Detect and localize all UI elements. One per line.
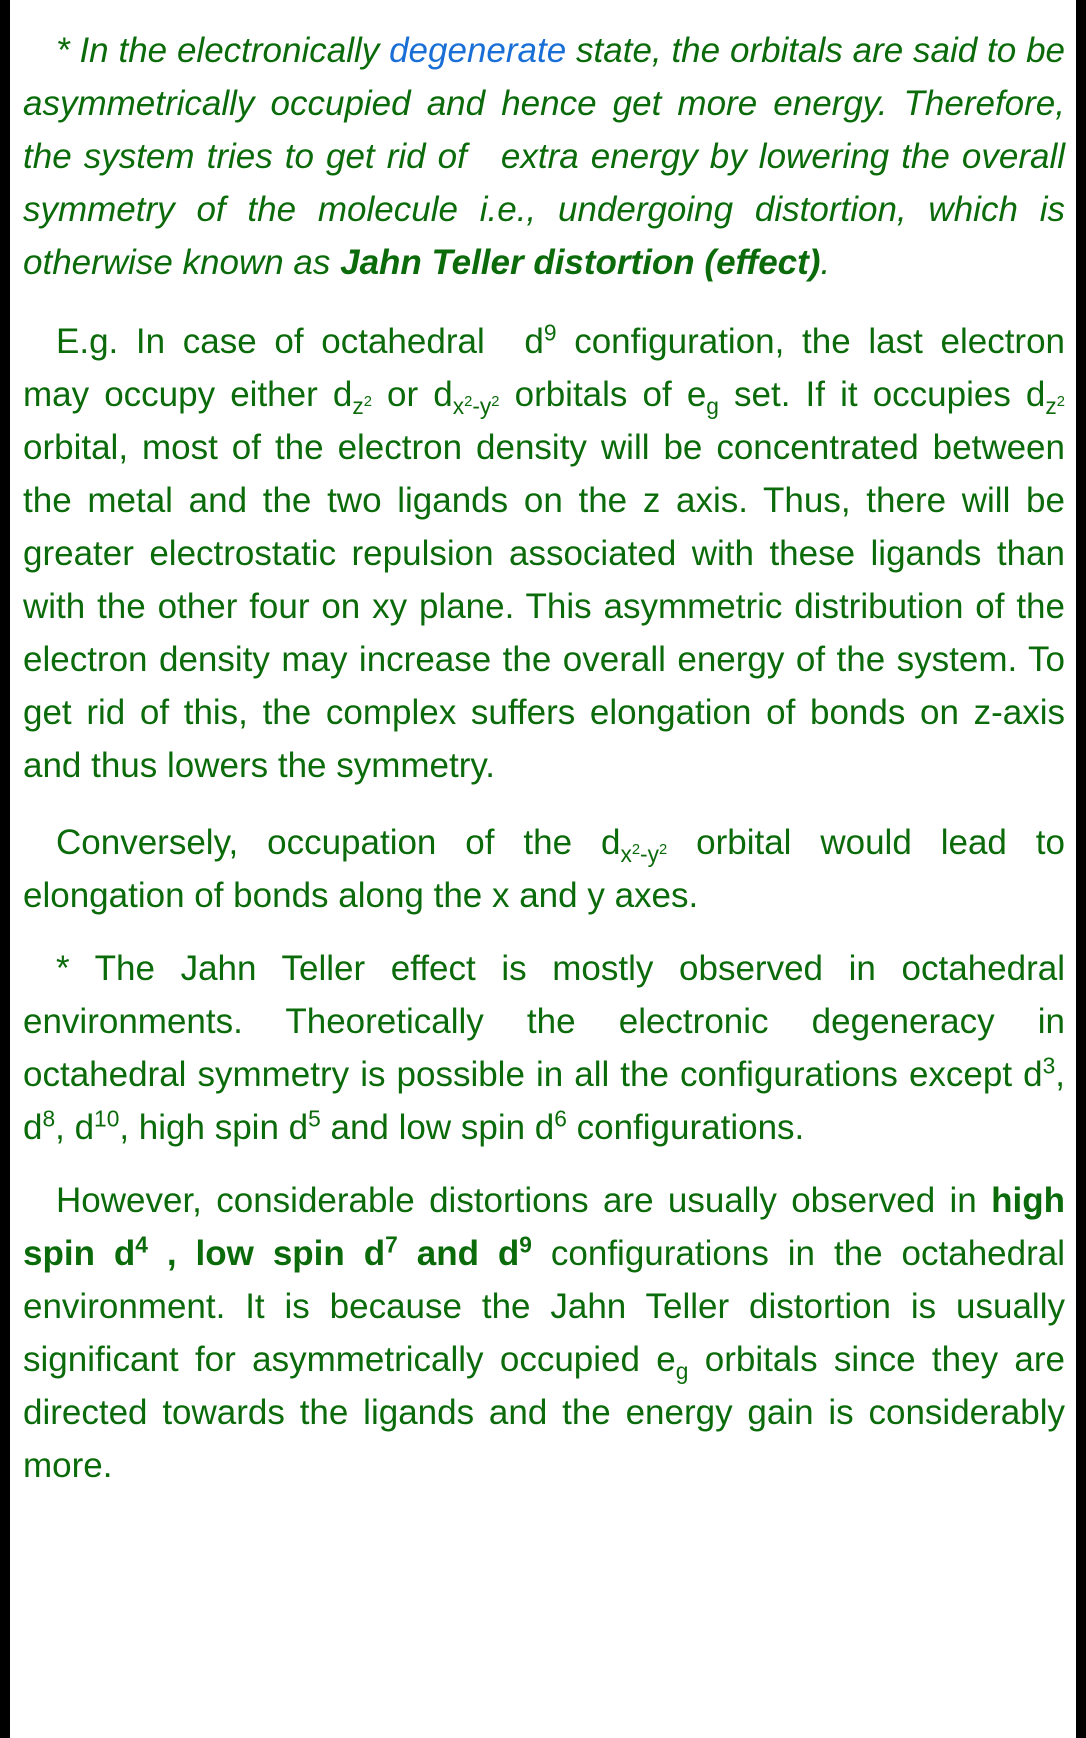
text: configurations in the octahedral environment. It is because the Jahn Teller distortion is usually significant for asymmetrically occupied e (23, 1234, 1066, 1379)
text: and low spin d (320, 1108, 555, 1147)
text: or d (371, 375, 453, 414)
subscript: x2-y2 (452, 392, 500, 419)
text: set. If it occupies d (718, 375, 1046, 414)
paragraph-conversely (23, 816, 1065, 922)
bold-configurations: high spin $d^4$ , low spin $d^7$ and $d^9$ (23, 1181, 1065, 1273)
subscript: z2 (1045, 392, 1065, 419)
jahn-teller-term: Jahn Teller distortion (effect) (340, 243, 821, 282)
superscript: 3 (1042, 1052, 1056, 1079)
text: , high spin d (119, 1108, 309, 1147)
text: extra energy by lowering the overall symmetry of the molecule i.e., undergoing distortion, which is otherwise known as (23, 137, 1065, 282)
text: Conversely, occupation of the d (56, 823, 621, 862)
text: . (820, 243, 831, 282)
superscript: 6 (554, 1105, 567, 1132)
superscript: 9 (543, 319, 557, 346)
paragraph-octahedral-environments (23, 942, 1065, 1154)
degenerate-link[interactable]: degenerate (389, 31, 567, 70)
document-page (10, 0, 1076, 1738)
text: configurations. (566, 1108, 805, 1147)
text: * The Jahn Teller effect is mostly observed in octahedral environments. Theoretically the electronic degeneracy in octahedral symmetry is possible in all the configurations except d (23, 949, 1065, 1094)
text: , d (23, 1055, 1065, 1147)
text: state, the orbitals are said to be asymmetrically occupied and hence get more energy. Therefore, the system tries to get rid of (23, 31, 1065, 176)
text: orbitals of e (499, 375, 707, 414)
paragraph-example-d9 (23, 315, 1065, 792)
subscript: z2 (352, 392, 372, 419)
text: However, considerable distortions are usually observed in (56, 1181, 992, 1220)
subscript: g (675, 1357, 689, 1384)
text: d (524, 322, 544, 361)
paragraph-considerable-distortions (23, 1174, 1065, 1492)
superscript: 8 (42, 1105, 56, 1132)
text: * In the electronically (56, 31, 390, 70)
paragraph-degenerate-state (23, 24, 1065, 289)
text: configuration, the last electron may occupy either d (23, 322, 1066, 414)
text: orbital would lead to elongation of bonds along the x and y axes. (23, 823, 1065, 915)
text: orbital, most of the electron density will be concentrated between the metal and the two ligands on the z axis. Thus, there will be greater electrostatic repulsion associated with these ligands than with the other four on xy plane. This asymmetric distribution of the electron density may increase the overall energy of the system. To get rid of this, the complex suffers elongation of bonds on z-axis and thus lowers the symmetry. (23, 428, 1065, 785)
text: orbitals since they are directed towards the ligands and the energy gain is considerably more. (23, 1340, 1065, 1485)
text: , d (55, 1108, 95, 1147)
superscript: 5 (308, 1105, 321, 1132)
subscript: g (706, 392, 719, 419)
superscript: 10 (94, 1105, 120, 1132)
text: E.g. In case of octahedral (56, 322, 503, 361)
subscript: x2-y2 (620, 840, 668, 867)
